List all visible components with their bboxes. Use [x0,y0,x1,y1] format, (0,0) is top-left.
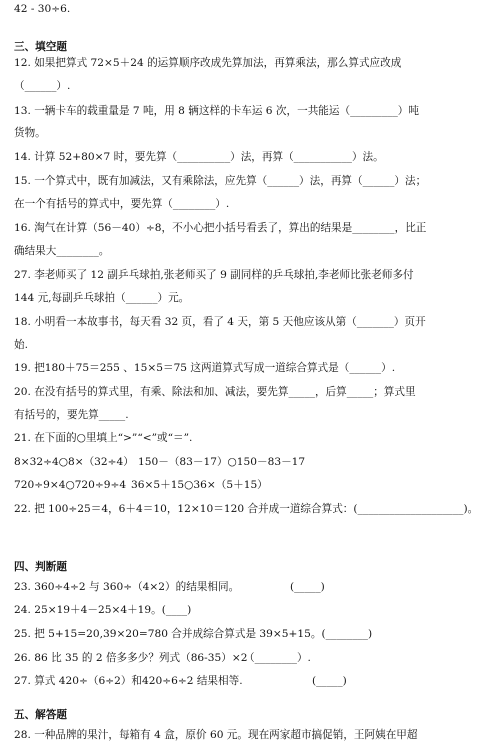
question-18: 18. 小明看一本故事书，每天看 32 页，看了 4 天，第 5 天他应该从第（_______）页开 [14,316,426,328]
answer-blank: (_____) [312,675,347,687]
question-28: 28. 一种品牌的果汁，每箱有 4 盒，原价 60 元。现在两家超市搞促销，王阿姨在甲超 [14,729,418,741]
question-15: 15. 一个算式中，既有加减法，又有乘除法，应先算（______）法，再算（______）法； [14,175,427,187]
question-24: 24. 25×19＋4－25×4＋19。(____) [14,604,192,616]
question-21-row2 [14,478,268,492]
question-12-cont: （______）. [14,80,71,92]
section-title-fill-in: 三、填空题 [14,41,67,53]
question-21-row1 [14,455,306,469]
top-line: 42 - 30÷6. [14,3,71,15]
question-27a: 27. 李老师买了 12 副乒乓球拍,张老师买了 9 副同样的乒乓球拍,李老师比张老师多付 [14,269,414,281]
question-16-cont: 确结果大________。 [14,245,110,257]
question-22: 22. 把 100÷25＝4，6＋4＝10，12×10＝120 合并成一道综合算式：(____________________)。 [14,503,479,515]
section-title-true-false: 四、判断题 [14,561,67,573]
question-26-text: 26. 86 比 35 的 2 倍多多少？列式（86-35）×2 [14,652,248,664]
compare-item: 720÷9×4○720÷9÷4 [14,479,127,491]
compare-item: 150－（83－17）○150－83－17 [138,456,306,468]
question-18-cont: 始. [14,339,28,351]
answer-blank: （________）. [244,652,311,664]
question-13: 13. 一辆卡车的载重量是 7 吨，用 8 辆这样的卡车运 6 次，一共能运（_________）吨 [14,105,419,117]
question-27a-cont: 144 元,每副乒乓球拍（______）元。 [14,292,190,304]
section-title-word-problems: 五、解答题 [14,709,67,721]
question-19: 19. 把180＋75＝255 、15×5＝75 这两道算式写成一道综合算式是（______）. [14,362,396,374]
question-13-cont: 货物。 [14,127,46,139]
question-25: 25. 把 5+15=20,39×20=780 合并成综合算式是 39×5+15。(________) [14,628,373,640]
compare-item: 8×32÷4○8×（32÷4） [14,456,134,468]
question-14: 14. 计算 52+80×7 时，要先算（__________）法，再算（___________）法。 [14,151,384,163]
compare-item: 36×5＋15○36×（5＋15） [131,479,268,491]
question-27-text: 27. 算式 420÷（6÷2）和420÷6÷2 结果相等. [14,675,243,687]
question-27 [14,674,347,688]
question-15-cont: 在一个有括号的算式中，要先算（________）. [14,198,230,210]
question-23 [14,580,325,594]
answer-blank: (_____) [290,581,325,593]
question-16: 16. 淘气在计算（56－40）÷8，不小心把小括号看丢了，算出的结果是________，比正 [14,222,427,234]
question-20-cont: 有括号的，要先算_____. [14,409,129,421]
question-23-text: 23. 360÷4÷2 与 360÷（4×2）的结果相同。 [14,581,240,593]
question-12: 12. 如果把算式 72×5＋24 的运算顺序改成先算加法，再算乘法，那么算式应改成 [14,57,402,69]
question-21: 21. 在下面的○里填上“>”“<”或“＝”. [14,432,193,444]
question-26 [14,651,311,665]
question-20: 20. 在没有括号的算式里，有乘、除法和加、减法，要先算_____，后算_____；算式里 [14,386,416,398]
